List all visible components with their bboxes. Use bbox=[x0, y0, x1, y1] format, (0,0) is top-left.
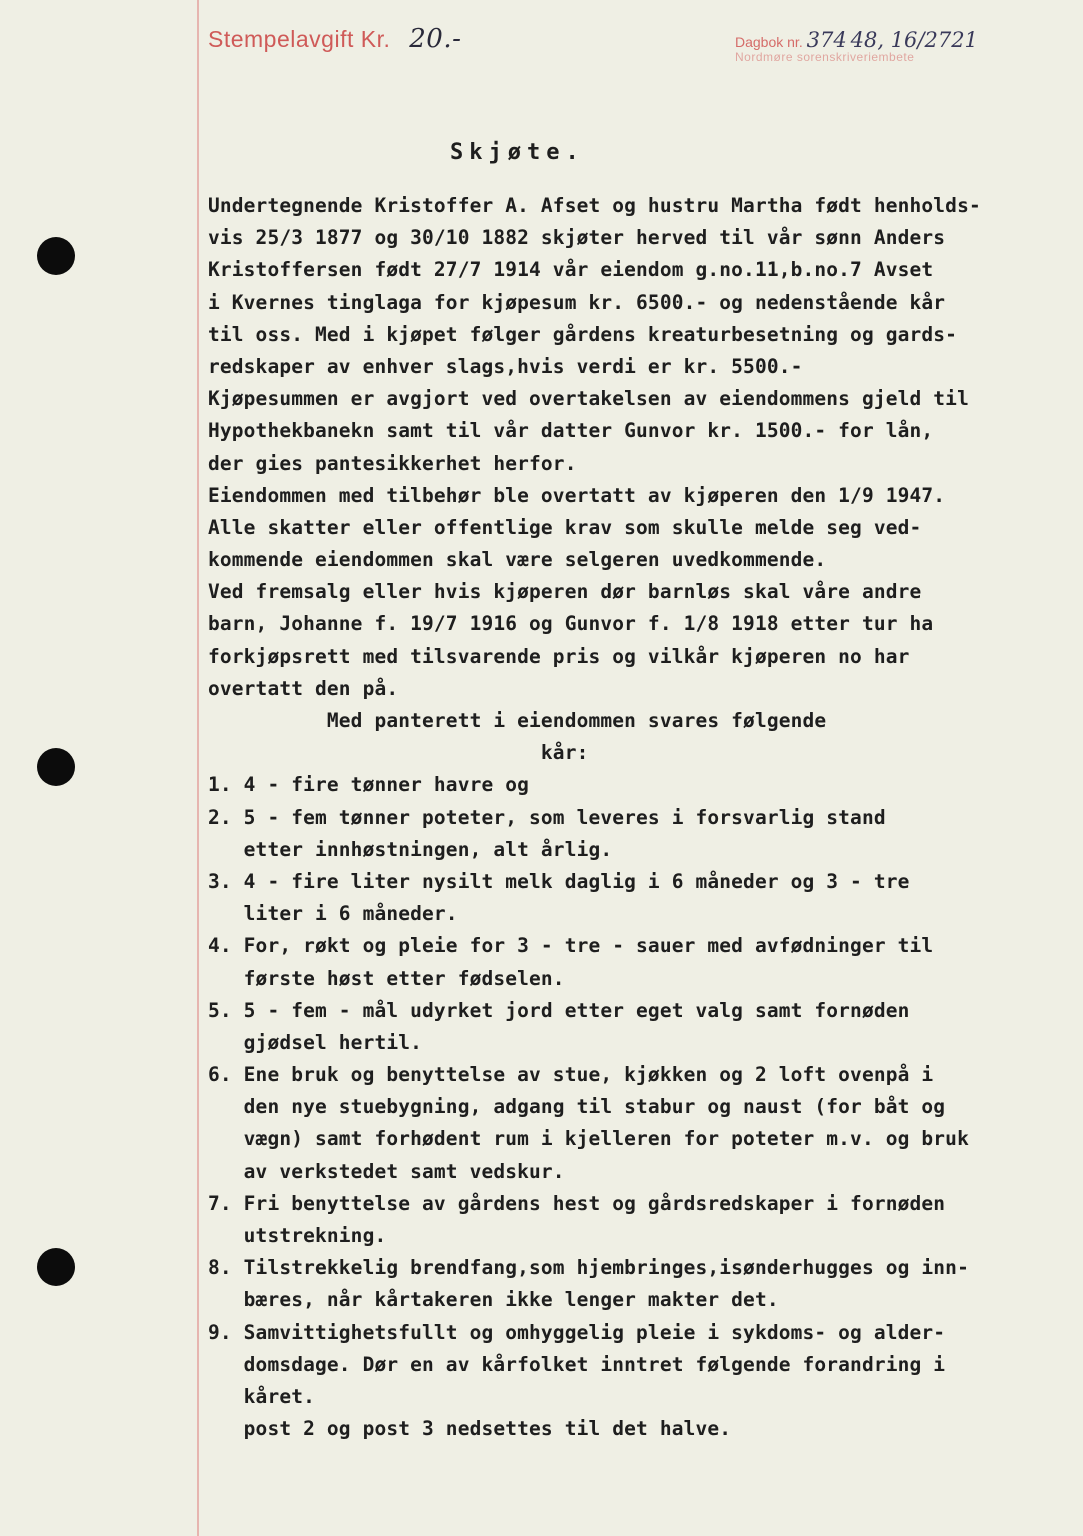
stamp-duty-label: Stempelavgift Kr. bbox=[208, 26, 391, 52]
punch-hole bbox=[37, 237, 75, 275]
text-line: 6. Ene bruk og benyttelse av stue, kjøkken og 2 loft ovenpå i bbox=[208, 1063, 934, 1087]
text-line: av verkstedet samt vedskur. bbox=[208, 1159, 565, 1183]
text-line: kår: bbox=[208, 741, 589, 765]
text-line: etter innhøstningen, alt årlig. bbox=[208, 837, 613, 861]
text-line: kåret. bbox=[208, 1384, 316, 1408]
margin-line bbox=[197, 0, 199, 1536]
text-line: 8. Tilstrekkelig brendfang,som hjembringes,isønderhugges og inn- bbox=[208, 1256, 969, 1280]
text-line: barn, Johanne f. 19/7 1916 og Gunvor f. 1/8 1918 etter tur ha bbox=[208, 612, 934, 636]
registration-label: Dagbok nr. bbox=[735, 34, 803, 50]
text-line: 2. 5 - fem tønner poteter, som leveres i forsvarlig stand bbox=[208, 805, 886, 829]
text-line: 1. 4 - fire tønner havre og bbox=[208, 773, 530, 797]
text-line: 7. Fri benyttelse av gårdens hest og gårdsredskaper i fornøden bbox=[208, 1191, 946, 1215]
registration-stamp bbox=[735, 28, 1065, 64]
text-line: gjødsel hertil. bbox=[208, 1030, 423, 1054]
text-line: første høst etter fødselen. bbox=[208, 966, 565, 990]
document-title: Skjøte. bbox=[450, 140, 585, 165]
text-line: post 2 og post 3 nedsettes til det halve. bbox=[208, 1417, 732, 1441]
text-line: Ved fremsalg eller hvis kjøperen dør barnløs skal våre andre bbox=[208, 580, 922, 604]
text-line: Med panterett i eiendommen svares følgende bbox=[208, 709, 827, 732]
text-line: 3. 4 - fire liter nysilt melk daglig i 6 måneder og 3 - tre bbox=[208, 869, 910, 893]
text-line: 5. 5 - fem - mål udyrket jord etter eget valg samt fornøden bbox=[208, 998, 910, 1022]
text-line: der gies pantesikkerhet herfor. bbox=[208, 451, 577, 475]
text-line: overtatt den på. bbox=[208, 676, 399, 700]
text-line: domsdage. Dør en av kårfolket inntret følgende forandring i bbox=[208, 1352, 946, 1376]
punch-hole bbox=[37, 748, 75, 786]
text-line: forkjøpsrett med tilsvarende pris og vilkår kjøperen no har bbox=[208, 644, 910, 668]
text-line: den nye stuebygning, adgang til stabur og naust (for båt og bbox=[208, 1095, 946, 1119]
registration-number: 374 bbox=[806, 28, 847, 52]
text-line: Eiendommen med tilbehør ble overtatt av kjøperen den 1/9 1947. bbox=[208, 483, 946, 507]
text-line: redskaper av enhver slags,hvis verdi er kr. 5500.- bbox=[208, 354, 803, 378]
text-line: vægn) samt forhødent rum i kjelleren for poteter m.v. og bruk bbox=[208, 1127, 969, 1151]
text-line: bæres, når kårtakeren ikke lenger makter det. bbox=[208, 1288, 779, 1312]
text-line: Alle skatter eller offentlige krav som skulle melde seg ved- bbox=[208, 515, 922, 539]
punch-hole bbox=[37, 1248, 75, 1286]
text-line: i Kvernes tinglaga for kjøpesum kr. 6500.- og nedenstående kår bbox=[208, 290, 946, 314]
document-body bbox=[208, 190, 1058, 1445]
text-line: utstrekning. bbox=[208, 1224, 387, 1247]
text-line: liter i 6 måneder. bbox=[208, 902, 458, 926]
registration-office: Nordmøre sorenskriveriembete bbox=[735, 50, 915, 64]
text-line: Hypothekbanekn samt til vår datter Gunvor kr. 1500.- for lån, bbox=[208, 419, 934, 443]
text-line: Undertegnende Kristoffer A. Afset og hustru Martha født henholds- bbox=[208, 194, 981, 217]
stamp-duty-amount: 20.- bbox=[409, 24, 462, 54]
text-line: Kristoffersen født 27/7 1914 vår eiendom g.no.11,b.no.7 Avset bbox=[208, 258, 934, 282]
text-line: 9. Samvittighetsfullt og omhyggelig pleie i sykdoms- og alder- bbox=[208, 1320, 946, 1344]
text-line: Kjøpesummen er avgjort ved overtakelsen av eiendommens gjeld til bbox=[208, 387, 969, 411]
text-line: kommende eiendommen skal være selgeren uvedkommende. bbox=[208, 548, 827, 572]
text-line: 4. For, røkt og pleie for 3 - tre - sauer med avfødninger til bbox=[208, 934, 934, 958]
text-line: vis 25/3 1877 og 30/10 1882 skjøter herved til vår sønn Anders bbox=[208, 226, 946, 250]
registration-page: 721 bbox=[937, 28, 978, 52]
text-line: til oss. Med i kjøpet følger gårdens kreaturbesetning og gards- bbox=[208, 322, 958, 346]
registration-date: 48, 16/2 bbox=[850, 28, 938, 52]
stamp-duty bbox=[208, 24, 461, 54]
